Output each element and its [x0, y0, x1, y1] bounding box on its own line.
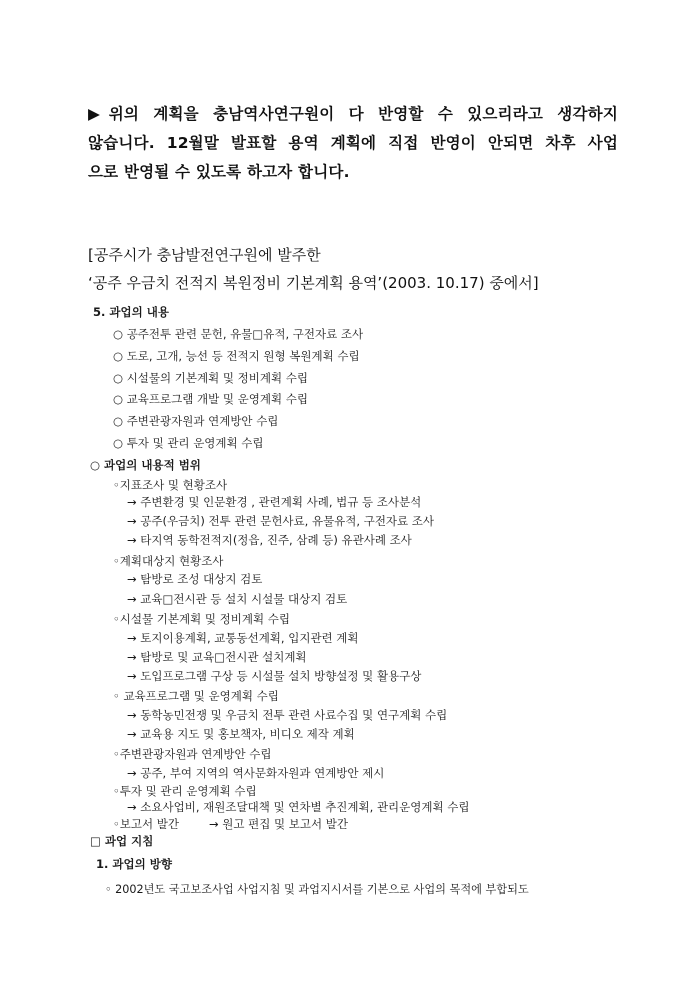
scope-detail: → 동학농민전쟁 및 우금치 전투 관련 사료수집 및 연구계획 수립: [127, 708, 448, 722]
scope-group-heading: ◦시설물 기본계획 및 정비계획 수립: [113, 612, 290, 626]
scope-detail: → 탐방로 및 교육□전시관 설치계획: [127, 650, 307, 664]
task-item: ○ 투자 및 관리 운영계획 수립: [113, 436, 264, 450]
scope-detail: → 타지역 동학전적지(정읍, 진주, 삼례 등) 유관사례 조사: [127, 533, 412, 547]
scope-group-heading: ◦보고서 발간: [113, 817, 179, 831]
guideline-text: ◦ 2002년도 국고보조사업 사업지침 및 과업지시서를 기본으로 사업의 목적에 부합되도: [105, 883, 529, 896]
task-item: ○ 공주전투 관련 문헌, 유물□유적, 구전자료 조사: [113, 327, 364, 341]
section-heading-task-guidelines: □ 과업 지침: [90, 834, 154, 848]
section-heading-task-content: 5. 과업의 내용: [93, 305, 169, 319]
scope-group-heading: ◦지표조사 및 현황조사: [113, 478, 228, 492]
task-item: ○ 도로, 고개, 능선 등 전적지 원형 복원계획 수립: [113, 349, 360, 363]
scope-detail: → 공주(우금치) 전투 관련 문헌사료, 유물유적, 구전자료 조사: [127, 514, 435, 528]
section-heading-task-scope: ○ 과업의 내용적 범위: [90, 458, 201, 472]
intro-line-3: 으로 반영될 수 있도록 하고자 합니다.: [88, 163, 350, 181]
scope-detail: → 공주, 부여 지역의 역사문화자원과 연계방안 제시: [127, 766, 385, 780]
excerpt-header-line-2: ‘공주 우금치 전적지 복원정비 기본계획 용역’(2003. 10.17) 중에서]: [88, 274, 539, 292]
scope-detail: → 교육□전시관 등 설치 시설물 대상지 검토: [127, 592, 348, 606]
intro-line-2: 않습니다. 12월말 발표할 용역 계획에 직접 반영이 안되면 차후 사업: [88, 134, 618, 152]
intro-line-1: ▶위의 계획을 충남역사연구원이 다 반영할 수 있으리라고 생각하지: [88, 105, 618, 123]
scope-detail: → 도입프로그램 구상 등 시설물 설치 방향설정 및 활용구상: [127, 669, 422, 683]
excerpt-header-line-1: [공주시가 충남발전연구원에 발주한: [88, 246, 321, 264]
task-item: ○ 시설물의 기본계획 및 정비계획 수립: [113, 371, 308, 385]
subsection-heading-task-direction: 1. 과업의 방향: [96, 857, 172, 871]
scope-group-heading: ◦계획대상지 현황조사: [113, 554, 224, 568]
scope-detail: → 토지이용계획, 교통동선계획, 입지관련 계획: [127, 631, 359, 645]
task-item: ○ 교육프로그램 개발 및 운영계획 수립: [113, 392, 308, 406]
scope-detail: → 주변환경 및 인문환경 , 관련계획 사례, 법규 등 조사분석: [127, 495, 422, 509]
scope-detail: → 탐방로 조성 대상지 검토: [127, 572, 263, 586]
scope-group-heading: ◦ 교육프로그램 및 운영계획 수립: [113, 689, 279, 703]
scope-detail: → 원고 편집 및 보고서 발간: [209, 817, 349, 831]
scope-group-heading: ◦주변관광자원과 연계방안 수립: [113, 747, 272, 761]
scope-detail: → 교육용 지도 및 홍보책자, 비디오 제작 계획: [127, 727, 355, 741]
task-item: ○ 주변관광자원과 연계방안 수립: [113, 414, 279, 428]
scope-detail: → 소요사업비, 재원조달대책 및 연차별 추진계획, 관리운영계획 수립: [127, 800, 470, 814]
scope-group-heading: ◦투자 및 관리 운영계획 수립: [113, 784, 257, 798]
